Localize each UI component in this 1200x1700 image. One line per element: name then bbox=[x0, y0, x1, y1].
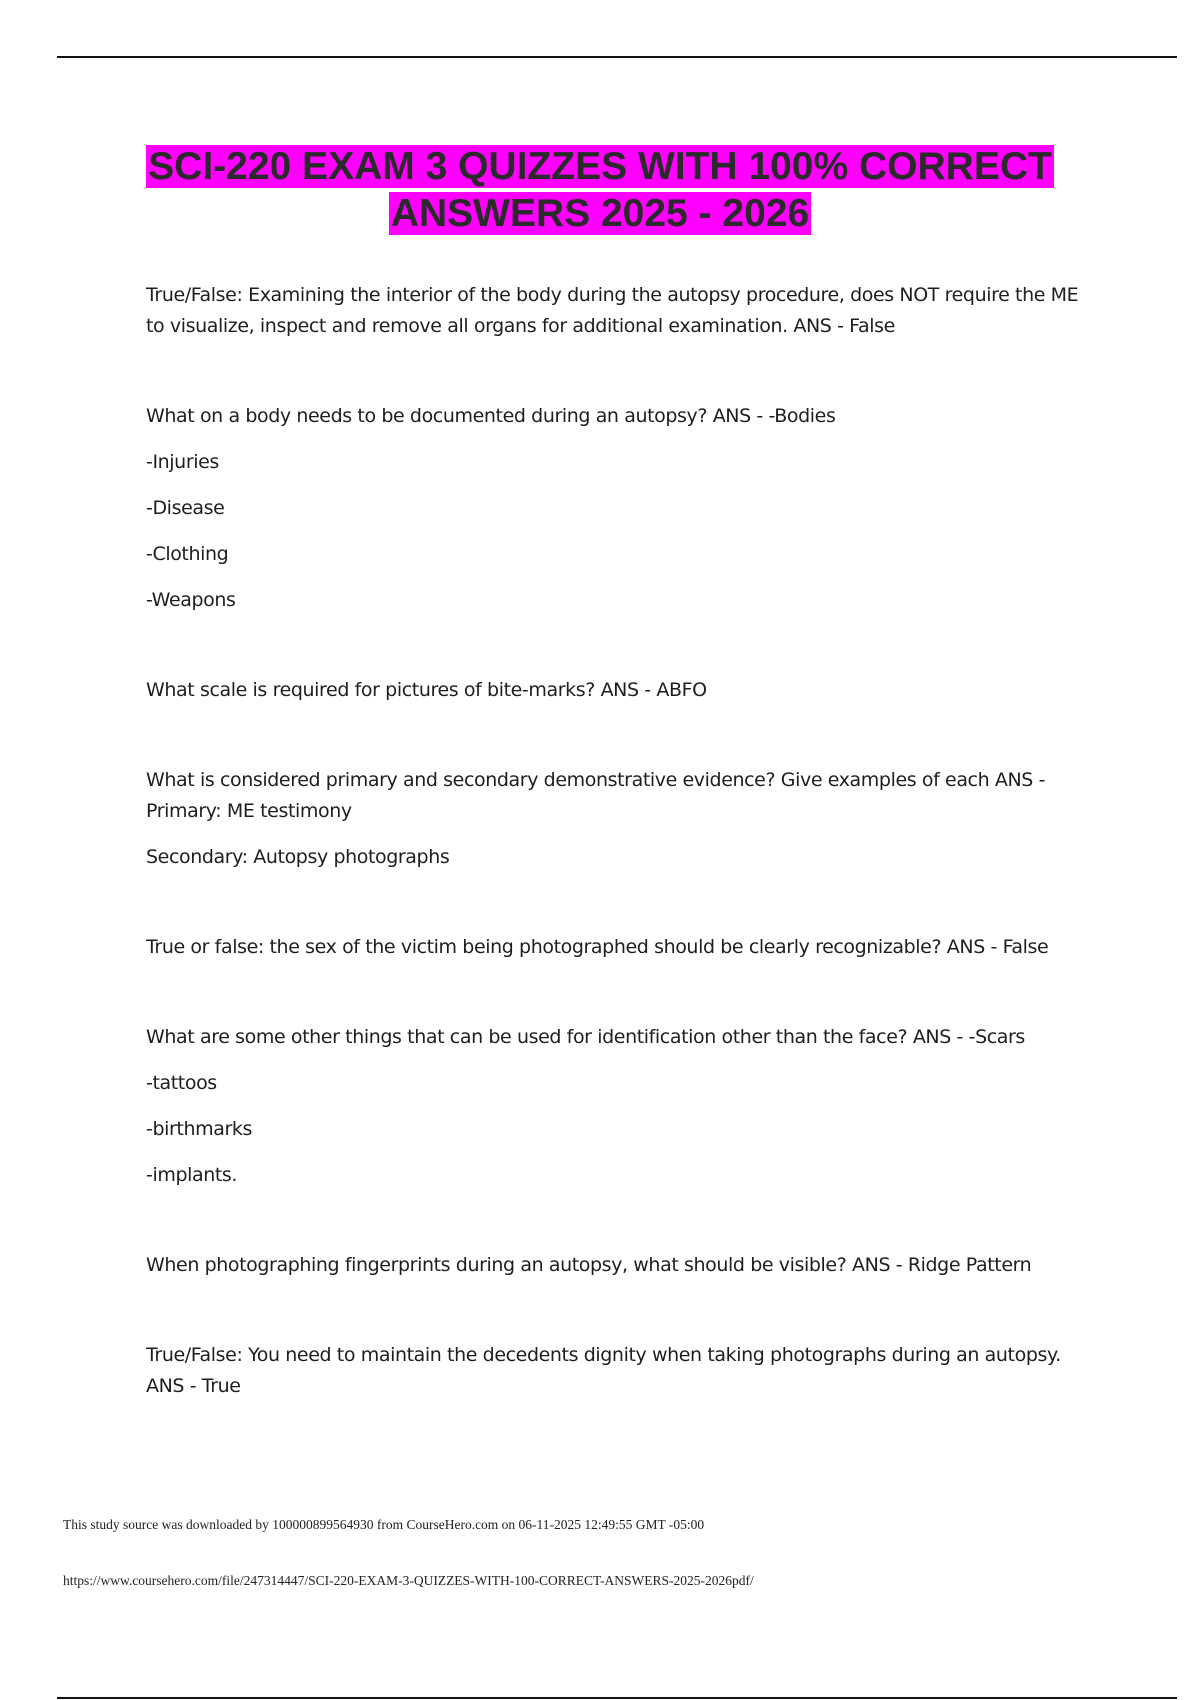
answer-list-item: -Weapons bbox=[146, 589, 236, 611]
title-line-1: SCI-220 EXAM 3 QUIZZES WITH 100% CORRECT bbox=[148, 145, 1052, 188]
question-text: What on a body needs to be documented during an autopsy? ANS - -Bodies bbox=[146, 405, 836, 427]
answer-list-item: -implants. bbox=[146, 1164, 238, 1186]
question-text: True/False: You need to maintain the decedents dignity when taking photographs during an autopsy. ANS - True bbox=[146, 1344, 1061, 1397]
document-title bbox=[90, 143, 1110, 237]
answer-list-item: -Injuries bbox=[146, 451, 219, 473]
qa-item-2 bbox=[146, 401, 1096, 616]
question-text: True/False: Examining the interior of the body during the autopsy procedure, does NOT require the ME to visualize, inspect and remove all organs for additional examination. ANS - False bbox=[146, 284, 1079, 337]
qa-item-1 bbox=[146, 280, 1096, 342]
source-url: https://www.coursehero.com/file/247314447/SCI-220-EXAM-3-QUIZZES-WITH-100-CORRECT-ANSWERS-2025-2026pdf/ bbox=[63, 1573, 754, 1588]
answer-list-item: -Clothing bbox=[146, 543, 229, 565]
qa-item-7 bbox=[146, 1250, 1096, 1281]
bottom-rule bbox=[57, 1697, 1177, 1699]
qa-content bbox=[146, 280, 1096, 1402]
title-line-2: ANSWERS 2025 - 2026 bbox=[390, 192, 810, 235]
qa-item-5 bbox=[146, 932, 1096, 963]
question-text: What scale is required for pictures of bite-marks? ANS - ABFO bbox=[146, 679, 707, 701]
answer-list-item: -birthmarks bbox=[146, 1118, 252, 1140]
question-text: What are some other things that can be used for identification other than the face? ANS - -Scars bbox=[146, 1026, 1025, 1048]
question-text: What is considered primary and secondary demonstrative evidence? Give examples of each ANS - Primary: ME testimony bbox=[146, 769, 1046, 822]
qa-item-3 bbox=[146, 675, 1096, 706]
qa-item-4 bbox=[146, 765, 1096, 873]
answer-line: Secondary: Autopsy photographs bbox=[146, 846, 450, 868]
answer-list-item: -Disease bbox=[146, 497, 225, 519]
download-source-note: This study source was downloaded by 100000899564930 from CourseHero.com on 06-11-2025 12:49:55 GMT -05:00 bbox=[63, 1517, 705, 1532]
question-text: When photographing fingerprints during an autopsy, what should be visible? ANS - Ridge Pattern bbox=[146, 1254, 1032, 1276]
question-text: True or false: the sex of the victim being photographed should be clearly recognizable? ANS - False bbox=[146, 936, 1049, 958]
qa-item-8 bbox=[146, 1340, 1096, 1402]
top-rule bbox=[57, 56, 1177, 58]
qa-item-6 bbox=[146, 1022, 1096, 1191]
answer-list-item: -tattoos bbox=[146, 1072, 217, 1094]
